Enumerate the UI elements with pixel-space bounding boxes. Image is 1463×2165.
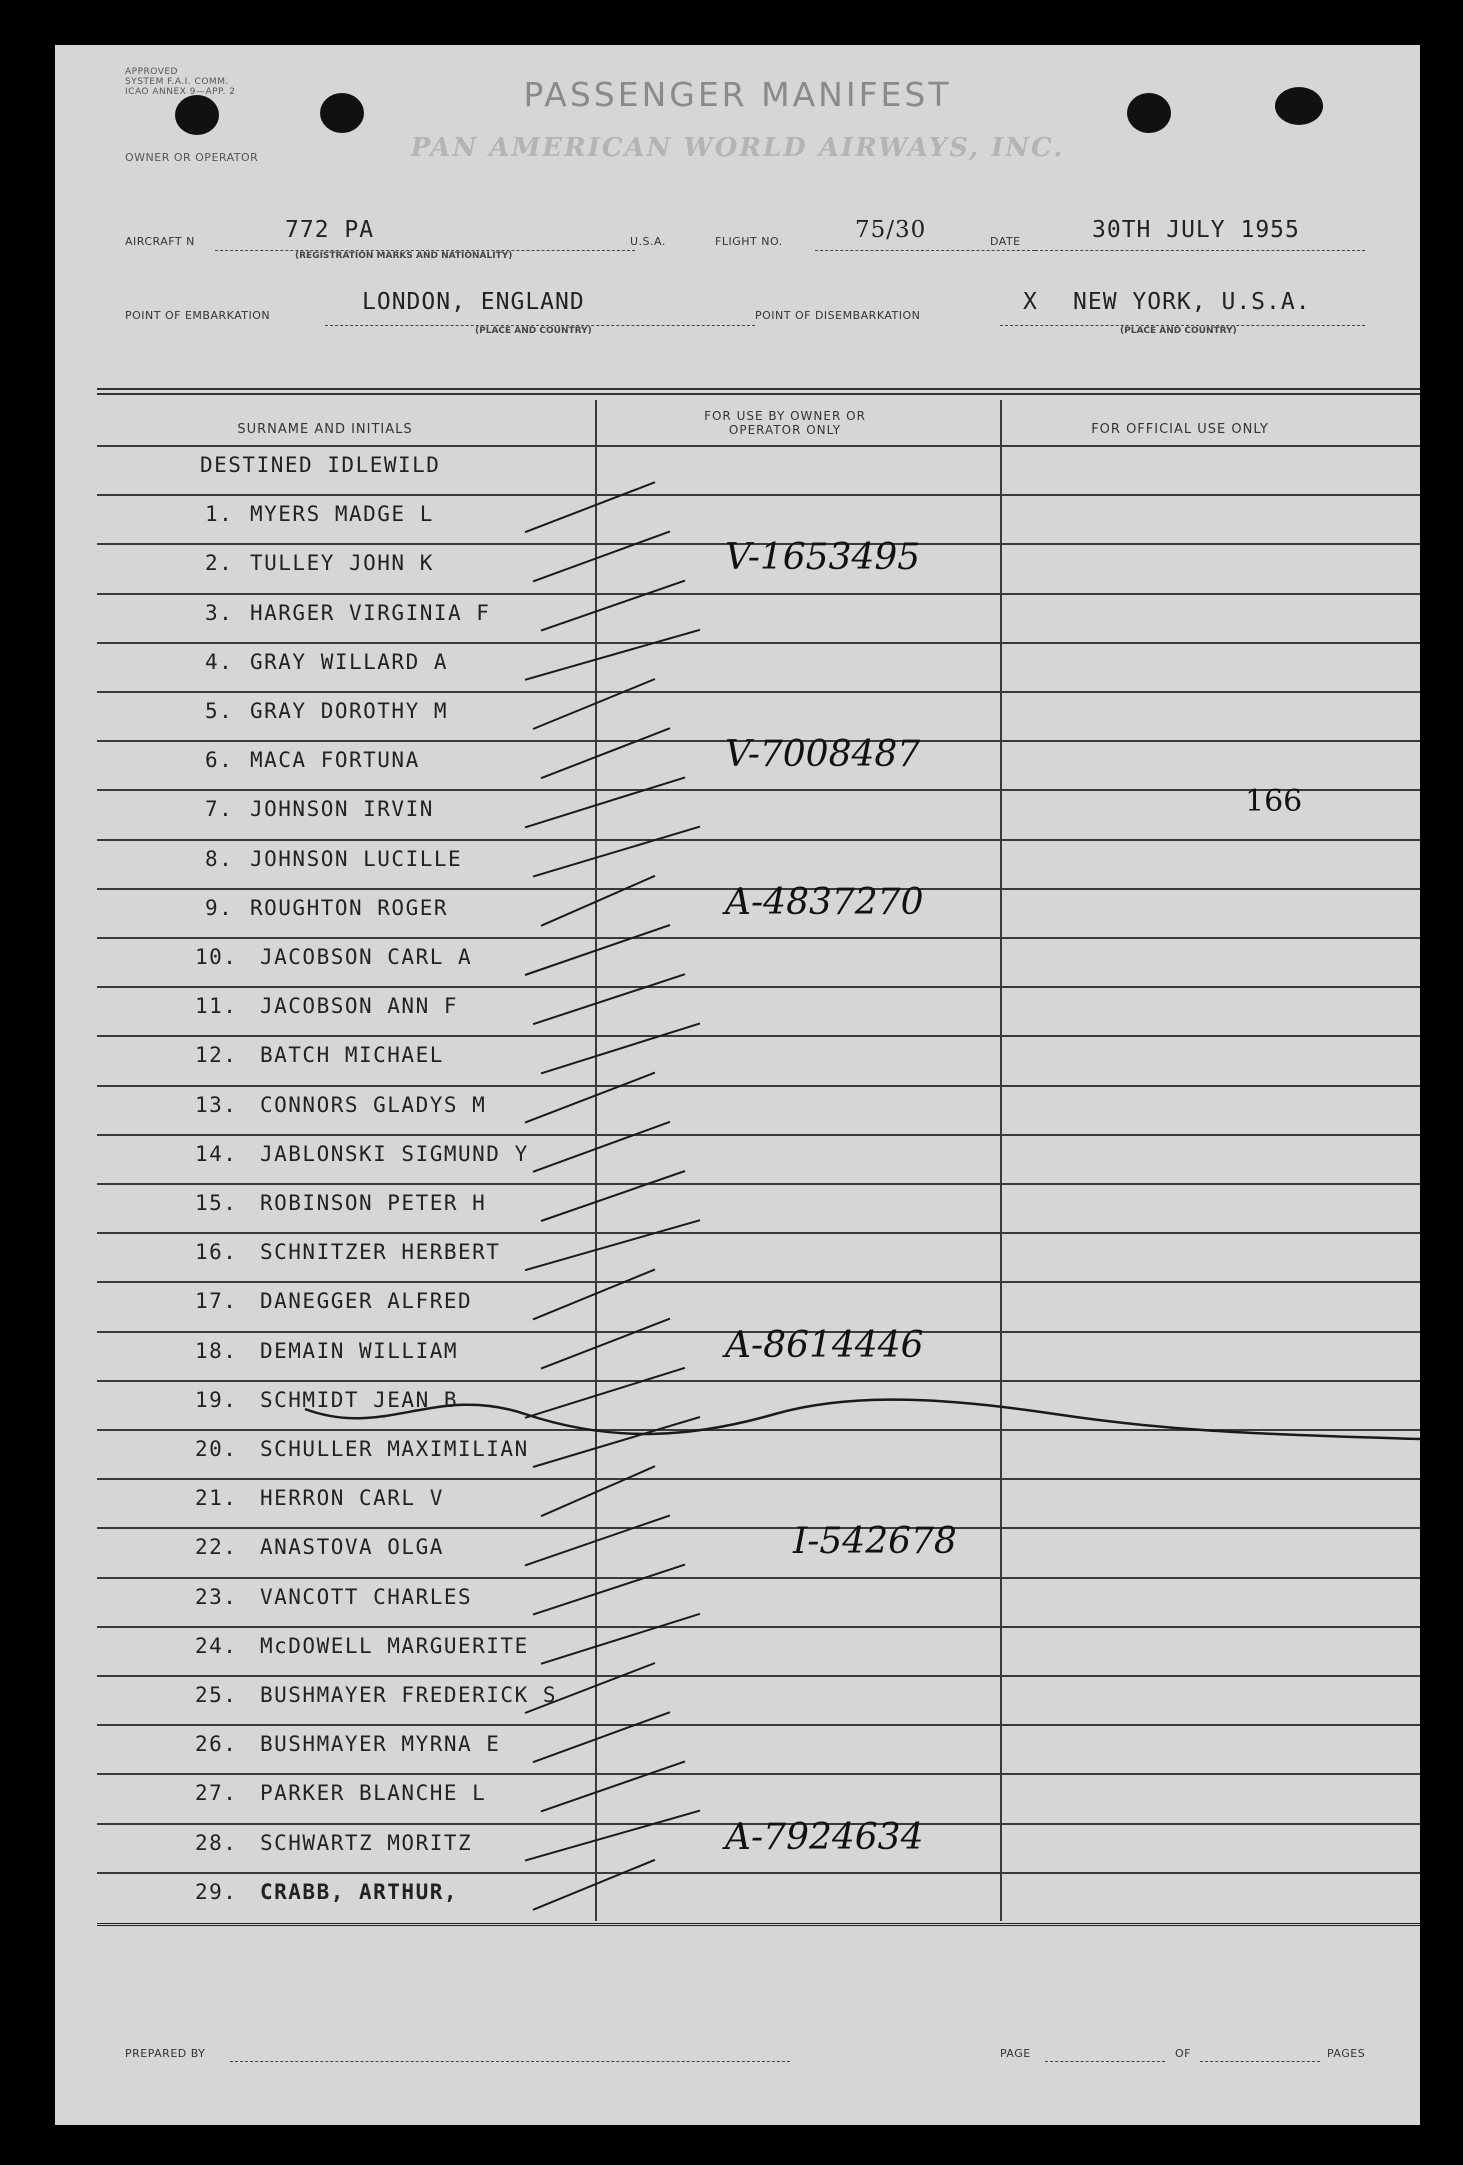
passenger-name: ROBINSON PETER H [260,1191,487,1215]
passenger-name: SCHMIDT JEAN B [260,1387,459,1412]
check-stroke [541,1761,685,1811]
passport-note: I-542678 [793,1521,957,1563]
check-stroke [533,974,685,1024]
passenger-name: MYERS MADGE L [250,502,434,527]
prepared-by-line [230,2061,790,2062]
passenger-name: TULLEY JOHN K [250,551,434,576]
passenger-number: 1. [205,502,234,527]
check-stroke [541,1171,685,1221]
passenger-name: BUSHMAYER FREDERICK S [260,1683,558,1707]
check-stroke [541,728,670,778]
embark-label: POINT OF EMBARKATION [125,309,271,322]
passenger-number: 2. [205,551,234,576]
passenger-name: JOHNSON IRVIN [250,797,434,822]
check-stroke [541,876,655,926]
passenger-number: 18. [195,1338,238,1363]
passenger-number: 25. [195,1683,238,1707]
passenger-number: 7. [205,797,234,822]
passenger-name: GRAY WILLARD A [250,649,449,674]
passenger-name: VANCOTT CHARLES [260,1584,473,1609]
check-stroke [541,1614,700,1664]
passenger-number: 15. [195,1191,238,1215]
passenger-number: 6. [205,748,234,773]
of-line [1200,2061,1320,2062]
check-stroke [525,1220,700,1270]
passenger-number: 3. [205,600,234,625]
aircraft-value: 772 PA [285,217,375,243]
aircraft-sub: (REGISTRATION MARKS AND NATIONALITY) [295,251,513,261]
passport-note: A-8614446 [725,1324,924,1366]
check-stroke [525,1811,700,1861]
passenger-name: HARGER VIRGINIA F [250,600,491,625]
passenger-number: 8. [205,846,234,871]
page-label: PAGE [1000,2047,1031,2060]
passenger-number: 24. [195,1633,238,1658]
page-title: PASSENGER MANIFEST [523,75,952,114]
passenger-number: 12. [195,1043,238,1068]
check-stroke [533,1565,685,1615]
check-stroke [541,1023,700,1073]
check-stroke [533,679,655,729]
passenger-name: McDOWELL MARGUERITE [260,1633,529,1658]
official-note: 166 [1245,784,1303,820]
passenger-number: 22. [195,1535,238,1560]
check-stroke [525,630,700,680]
passenger-number: 27. [195,1781,238,1806]
check-stroke [541,1466,655,1516]
passenger-name: JABLONSKI SIGMUND Y [260,1141,529,1166]
check-stroke [533,1712,670,1762]
check-stroke [533,1269,655,1319]
passenger-number: 29. [195,1879,238,1904]
aircraft-label: AIRCRAFT N [125,235,195,248]
of-label: OF [1175,2047,1191,2060]
passenger-name: JACOBSON CARL A [260,945,473,969]
check-stroke [525,1515,670,1565]
check-stroke [541,581,685,631]
passenger-name: JOHNSON LUCILLE [250,846,463,871]
passenger-number: 5. [205,699,234,723]
destination-row: DESTINED IDLEWILD [200,453,441,477]
passenger-number: 14. [195,1141,238,1166]
passenger-name: JACOBSON ANN F [260,994,459,1019]
col-owner-use: FOR USE BY OWNER OR OPERATOR ONLY [704,409,866,437]
passport-note: V-1653495 [725,537,921,579]
col-official: FOR OFFICIAL USE ONLY [1091,422,1269,437]
disembark-label: POINT OF DISEMBARKATION [755,309,921,322]
passenger-name: BUSHMAYER MYRNA E [260,1732,501,1757]
passenger-name: CONNORS GLADYS M [260,1092,487,1117]
flight-value: 75/30 [855,217,927,243]
check-stroke [525,482,655,532]
check-stroke [541,1319,670,1369]
approval-stamp: APPROVED SYSTEM F.A.I. COMM. ICAO ANNEX 9—APP. 2 [125,67,236,97]
disembark-sub: (PLACE AND COUNTRY) [1120,326,1237,336]
passenger-number: 28. [195,1830,238,1855]
passenger-number: 20. [195,1437,238,1461]
passenger-name: SCHULLER MAXIMILIAN [260,1437,529,1461]
passenger-name: CRABB, ARTHUR, [260,1879,459,1904]
wavy-divider [305,1400,1420,1439]
disembark-marker: X [1023,289,1038,315]
passenger-name: ROUGHTON ROGER [250,895,449,920]
embark-sub: (PLACE AND COUNTRY) [475,326,592,336]
passenger-number: 9. [205,895,234,920]
check-stroke [525,1663,655,1713]
passenger-name: HERRON CARL V [260,1486,444,1511]
check-stroke [525,1368,685,1418]
manifest-page [55,45,1420,2125]
usa-label: U.S.A. [630,235,666,248]
passenger-number: 11. [195,994,238,1019]
owner-label: OWNER OR OPERATOR [125,151,259,164]
passport-note: A-4837270 [725,881,924,923]
check-stroke [525,777,685,827]
passenger-name: BATCH MICHAEL [260,1043,444,1068]
passenger-name: DEMAIN WILLIAM [260,1338,459,1363]
passenger-name: ANASTOVA OLGA [260,1535,444,1560]
check-stroke [525,925,670,975]
passenger-name: MACA FORTUNA [250,748,420,773]
passenger-number: 17. [195,1289,238,1314]
owner-value: PAN AMERICAN WORLD AIRWAYS, INC. [410,133,1065,163]
passenger-name: GRAY DOROTHY M [250,699,449,723]
passenger-number: 26. [195,1732,238,1757]
pages-label: PAGES [1327,2047,1366,2060]
passenger-number: 10. [195,945,238,969]
passenger-number: 16. [195,1240,238,1265]
passenger-number: 19. [195,1387,238,1412]
passenger-number: 23. [195,1584,238,1609]
page-line [1045,2061,1165,2062]
col-surname: SURNAME AND INITIALS [237,422,413,437]
prepared-by-label: PREPARED BY [125,2047,206,2060]
passenger-name: PARKER BLANCHE L [260,1781,487,1806]
passenger-number: 21. [195,1486,238,1511]
check-stroke [533,531,670,581]
disembark-value: NEW YORK, U.S.A. [1073,289,1311,315]
check-stroke [533,1860,655,1910]
handwritten-marks [55,45,1420,2125]
passenger-name: SCHWARTZ MORITZ [260,1830,473,1855]
embark-value: LONDON, ENGLAND [362,289,585,315]
check-stroke [525,1073,655,1123]
flight-label: FLIGHT NO. [715,235,783,248]
passport-note: V-7008487 [725,734,921,776]
passport-note: A-7924634 [725,1816,924,1858]
passenger-name: SCHNITZER HERBERT [260,1240,501,1265]
check-stroke [533,827,700,877]
passenger-number: 4. [205,649,234,674]
date-value: 30TH JULY 1955 [1092,217,1300,243]
passenger-number: 13. [195,1092,238,1117]
check-stroke [533,1122,670,1172]
passenger-name: DANEGGER ALFRED [260,1289,473,1314]
date-label: DATE [990,235,1021,248]
